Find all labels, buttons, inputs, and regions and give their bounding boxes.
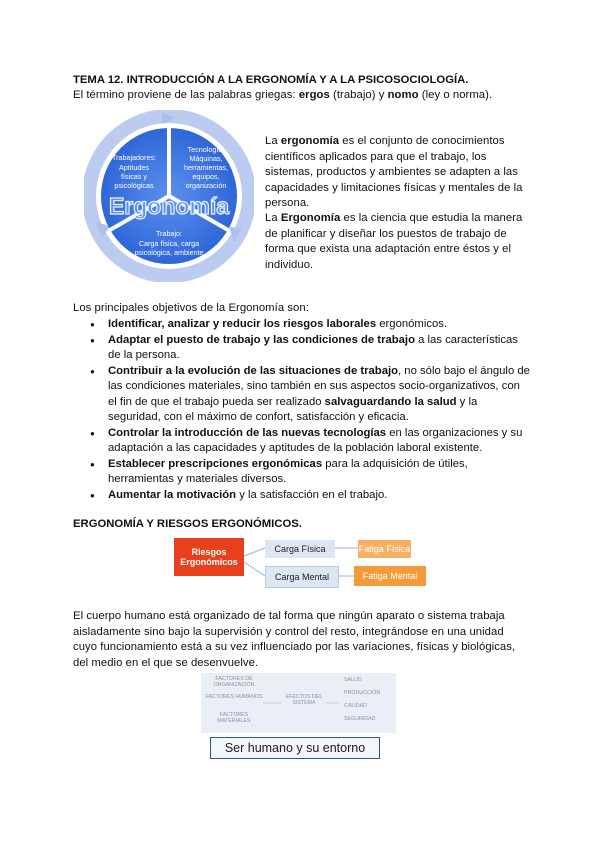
list-item: ● Contribuir a la evolución de las situaciones de trabajo, no sólo bajo el ángulo de las condiciones materiales, sino también en sus aspectos socio-organizativos, con el fin de que el trabajo pueda ser realizado salvaguardando la salud y la seguridad, con el máximo de confort, satisfacción y eficacia. — [90, 364, 530, 426]
carga-fisica-box: Carga Física — [265, 540, 335, 558]
system-caption: Ser humano y su entorno — [210, 737, 380, 759]
definition-paragraph-2 — [265, 211, 535, 273]
ergonomics-cycle-diagram — [84, 110, 254, 282]
segment-technology-line: Tecnología: — [187, 145, 225, 154]
objectives-intro: Los principales objetivos de la Ergonomía son: — [73, 302, 309, 314]
list-item: ● Aumentar la motivación y la satisfacción en el trabajo. — [90, 488, 530, 504]
definition-text: La — [265, 135, 281, 147]
risk-main-box: Riesgos Ergonómicos — [174, 538, 244, 576]
segment-technology-line: herramientas, — [184, 163, 228, 172]
segment-workers-line: psicológicas — [114, 181, 154, 190]
fatiga-mental-box: Fatiga Mental — [354, 566, 426, 586]
system-right-column — [344, 677, 394, 722]
carga-mental-box: Carga Mental — [265, 566, 339, 588]
segment-work-line: Trabajo: — [155, 229, 183, 238]
system-effect-salud: SALUD — [344, 677, 362, 683]
system-effect-calidad: CALIDAD — [344, 703, 367, 709]
objectives-list — [90, 317, 530, 503]
system-factor-materiales: FACTORES MATERIALES — [217, 712, 251, 724]
section-title: ERGONOMÍA Y RIESGOS ERGONÓMICOS. — [73, 518, 302, 530]
cycle-center-label: Ergonomía — [108, 193, 230, 219]
list-item: ● Controlar la introducción de las nuevas tecnologías en las organizaciones y su adaptación a las capacidades y aptitudes de la población laboral existente. — [90, 426, 530, 457]
system-effect-seguridad: SEGURIDAD — [344, 716, 376, 722]
page-title: TEMA 12. INTRODUCCIÓN A LA ERGONOMÍA Y A LA PSICOSOCIOLOGÍA. — [73, 74, 469, 86]
definition-term: Ergonomía — [280, 212, 341, 224]
segment-technology-line: Máquinas, — [189, 154, 223, 163]
definition-text: es el conjunto de conocimientos científicos aplicados para que el trabajo, los sistemas, productos y ambientes se adapten a las capacidades y limitaciones físicas y mentales de la persona. — [265, 135, 523, 210]
definition-term: ergonomía — [280, 135, 340, 147]
list-item: ● Identificar, analizar y reducir los riesgos laborales ergonómicos. — [90, 317, 530, 333]
segment-technology-line: organización — [185, 181, 227, 190]
segment-work-line: psicológica, ambiente — [134, 248, 204, 257]
list-item: ● Establecer prescripciones ergonómicas para la adquisición de útiles, herramientas y materiales diversos. — [90, 457, 530, 488]
segment-work-line: Carga física, carga — [138, 239, 200, 248]
system-factor-organizacion: FACTORES DE ORGANIZACIÓN — [213, 676, 255, 688]
system-effect-produccion: PRODUCCIÓN — [344, 690, 381, 696]
intro-term-nomo: nomo — [387, 89, 419, 101]
intro-text: (trabajo) y — [329, 89, 388, 101]
system-factor-humanos: FACTORES HUMANOS — [205, 694, 263, 700]
intro-term-ergos: ergos — [298, 89, 330, 101]
definition-text: La — [265, 212, 281, 224]
definition-text: es la ciencia que estudia la manera de planificar y diseñar los puestos de trabajo de forma que exista una adaptación entre éstos y el individuo. — [265, 212, 523, 271]
fatiga-fisica-box: Fatiga Física — [358, 540, 411, 558]
system-left-column — [204, 676, 264, 724]
intro-text: El término proviene de las palabras griegas: — [73, 89, 299, 101]
body-paragraph: El cuerpo humano está organizado de tal forma que ningún aparato o sistema trabaja aisladamente sino bajo la supervisión y control del resto, integrándose en una unidad cuyo funcionamiento está a su vez influenciado por las variaciones, físicas y biológicas, del medio en el que se desenvuelve. — [73, 610, 516, 669]
intro-text: (ley o norma). — [418, 89, 493, 101]
segment-technology-line: equipos, — [192, 172, 220, 181]
segment-workers-line: Trabajadores: — [111, 153, 157, 162]
segment-workers-line: físicas y — [121, 172, 147, 181]
definition-paragraph-1 — [265, 134, 535, 212]
list-item: ● Adaptar el puesto de trabajo y las condiciones de trabajo a las características de la persona. — [90, 333, 530, 364]
segment-workers-line: Aptitudes — [119, 163, 149, 172]
system-effects-label: EFECTOS DEL SISTEMA — [285, 694, 323, 706]
intro-line — [73, 88, 492, 104]
